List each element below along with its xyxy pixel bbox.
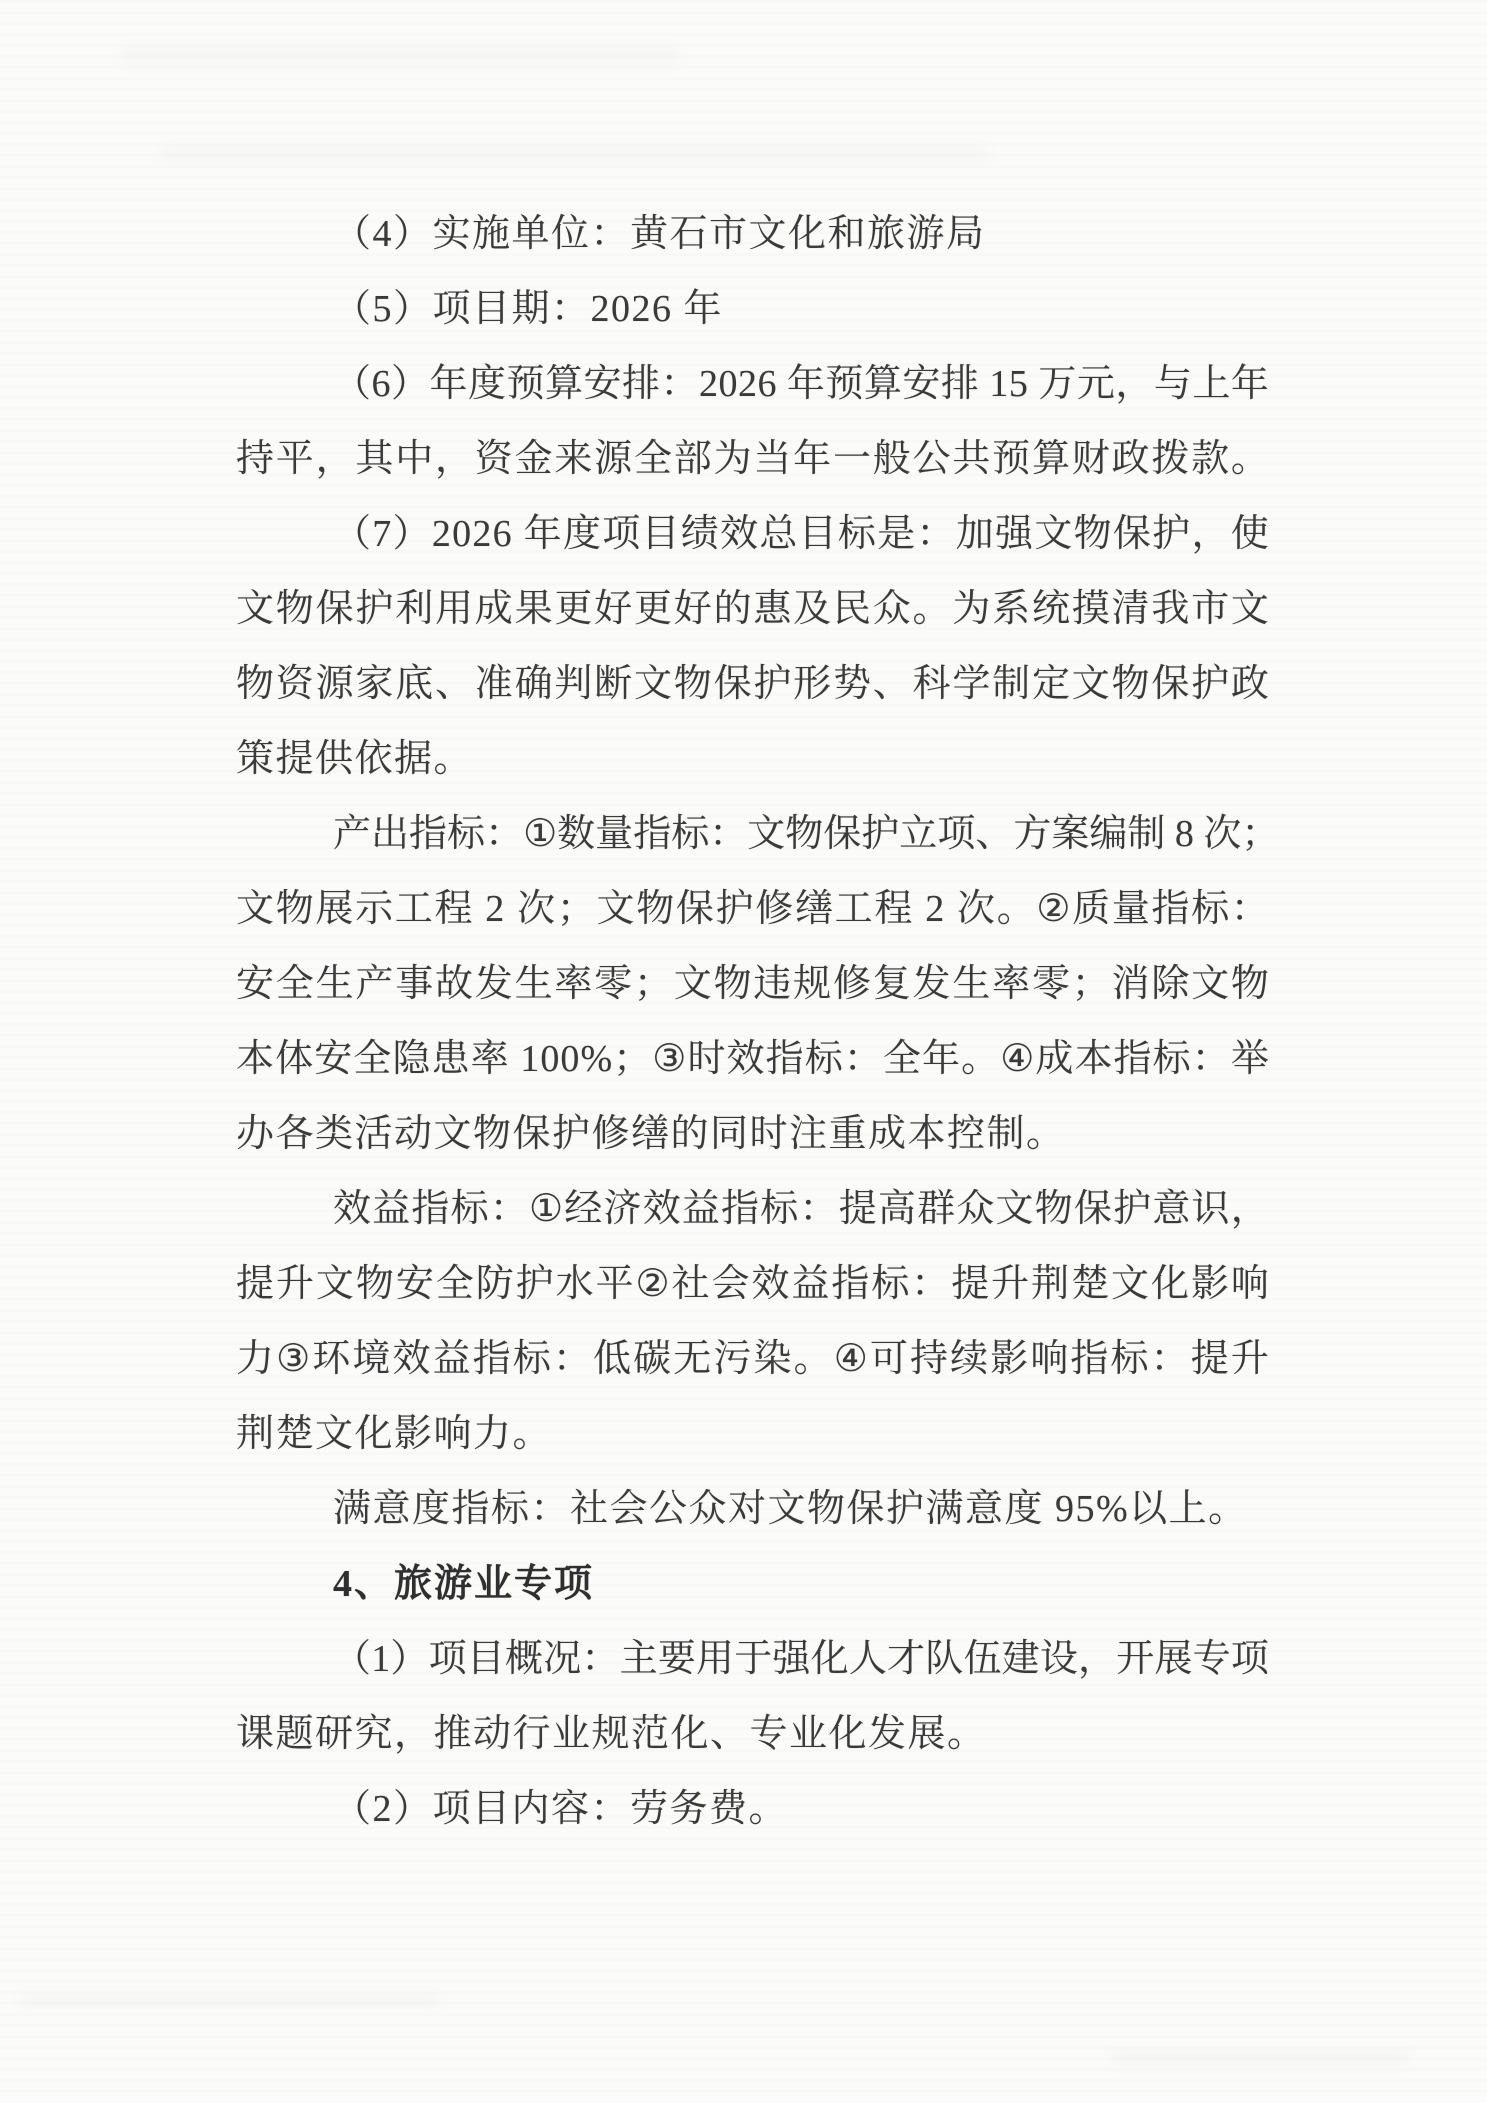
text-line: （4）实施单位：黄石市文化和旅游局 (333, 213, 986, 255)
text-line: 效 益 指 标 ： ① 经 济 效 益 指 标 ： 提 高 群 众 文 物 保 护 意 识 ， (333, 1188, 1269, 1230)
text-line: 本 体 安 全 隐 患 率 1 0 0 % ； ③ 时 效 指 标 ： 全 年 。 ④ 成 本 指 标 ： 举 (236, 1038, 1269, 1080)
text-line: 安 全 生 产 事 故 发 生 率 零 ； 文 物 违 规 修 复 发 生 率 零 ； 消 除 文 物 (236, 963, 1269, 1005)
text-line: 课题研究，推动行业规范化、专业化发展。 (236, 1713, 987, 1755)
text-line: 文 物 展 示 工 程 2 次 ； 文 物 保 护 修 缮 工 程 2 次 。 ② 质 量 指 标 ： (236, 888, 1269, 930)
scan-artifact (20, 1995, 440, 2007)
text-line: 物 资 源 家 底 、 准 确 判 断 文 物 保 护 形 势 、 科 学 制 定 文 物 保 护 政 (236, 663, 1269, 705)
text-line: 力 ③ 环 境 效 益 指 标 ： 低 碳 无 污 染 。 ④ 可 持 续 影 响 指 标 ： 提 升 (236, 1338, 1269, 1380)
text-line: 文 物 保 护 利 用 成 果 更 好 更 好 的 惠 及 民 众 。 为 系 统 摸 清 我 市 文 (236, 588, 1269, 630)
text-line: （2）项目内容：劳务费。 (333, 1788, 789, 1830)
text-line: 办各类活动文物保护修缮的同时注重成本控制。 (236, 1113, 1066, 1155)
text-line: 提 升 文 物 安 全 防 护 水 平 ② 社 会 效 益 指 标 ： 提 升 荆 楚 文 化 影 响 (236, 1263, 1269, 1305)
scan-artifact (120, 48, 680, 64)
text-line: 持 平 ， 其 中 ， 资 金 来 源 全 部 为 当 年 一 般 公 共 预 算 财 政 拨 款 。 (236, 438, 1269, 480)
text-line: （ 6 ） 年 度 预 算 安 排 ： 2 0 2 6 年 预 算 安 排 1 5 万 元 ， 与 上 年 (333, 363, 1269, 405)
text-line: （5）项目期：2026 年 (333, 288, 724, 330)
scan-artifact (1110, 2050, 1410, 2064)
text-line: 产 出 指 标 ： ① 数 量 指 标 ： 文 物 保 护 立 项 、 方 案 编 制 8 次 ； (333, 813, 1280, 855)
text-line: 满意度指标：社会公众对文物保护满意度 95%以上。 (333, 1488, 1248, 1530)
text-line: 荆楚文化影响力。 (236, 1413, 553, 1455)
text-line: 策提供依据。 (236, 738, 474, 780)
scan-artifact (160, 148, 990, 160)
section-heading: 4、旅游业专项 (333, 1563, 595, 1605)
document-body (236, 197, 1280, 1847)
text-line: （ 7 ） 2 0 2 6 年 度 项 目 绩 效 总 目 标 是 ： 加 强 文 物 保 护 ， 使 (333, 513, 1269, 555)
text-line: （ 1 ） 项 目 概 况 ： 主 要 用 于 强 化 人 才 队 伍 建 设 ， 开 展 专 项 (333, 1638, 1269, 1680)
